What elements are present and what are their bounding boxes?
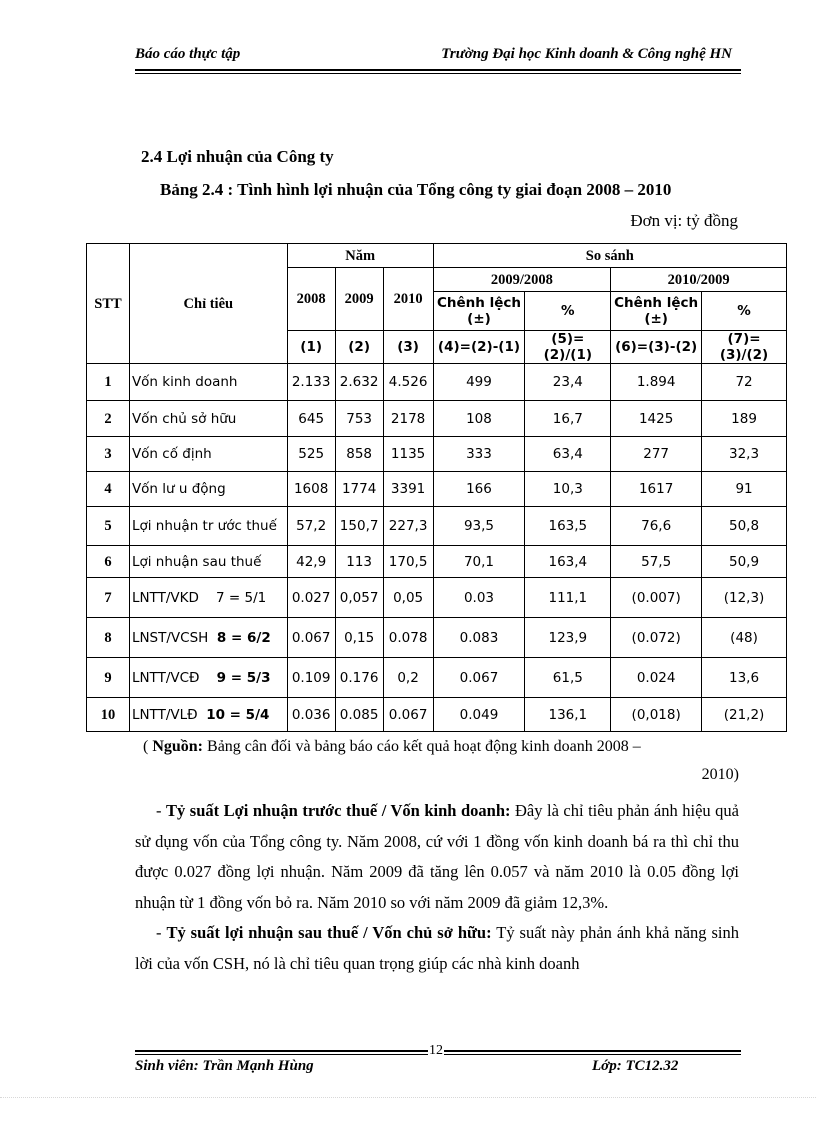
diff-2009-2008: 0.049 — [433, 698, 525, 732]
diff-2009-2008: 0.083 — [433, 618, 525, 658]
row-label — [129, 658, 287, 698]
paragraph-lead: - — [156, 801, 167, 820]
diff-2010-2009: 76,6 — [611, 507, 702, 546]
paragraph-bold: Tỷ suất Lợi nhuận trước thuế / Vốn kinh doanh: — [166, 801, 511, 820]
header-rule-thick — [135, 69, 741, 71]
source-note-end: 2010) — [701, 766, 739, 783]
row-label: Lợi nhuận sau thuế — [129, 546, 287, 578]
diff-2010-2009: 0.024 — [611, 658, 702, 698]
paragraph-text: Đây là chỉ tiêu phản ánh hiệu quả sử dụng vốn của Tổng công ty. Năm 2008, cứ với 1 đồng vốn kinh doanh bá ra thì chỉ thu được 0.027 đồng lợi nhuận. Năm 2009 đã tăng lên 0.057 và năm 2010 là 0.05 đồng lợi nhuận từ 1 đồng vốn bỏ ra. Năm 2010 so với năm 2009 đã giảm 12,3%. — [135, 801, 739, 912]
diff-2009-2008: 499 — [433, 364, 525, 401]
source-text: Bảng cân đối và bảng báo cáo kết quả hoạt động kinh doanh 2008 – — [207, 738, 641, 755]
row-label — [129, 578, 287, 618]
header-left: Báo cáo thực tập — [135, 46, 241, 62]
row-label-name: LNTT/VKD — [131, 589, 199, 606]
formula-1: (1) — [287, 331, 335, 364]
value-2010: 0.067 — [383, 698, 433, 732]
header-stt: STT — [87, 244, 130, 364]
row-label: Vốn kinh doanh — [129, 364, 287, 401]
header-chi-tieu: Chỉ tiêu — [129, 244, 287, 364]
value-2009: 0.176 — [335, 658, 383, 698]
diff-2009-2008: 333 — [433, 437, 525, 472]
diff-2010-2009: (0.007) — [611, 578, 702, 618]
header-year-2010: 2010 — [383, 268, 433, 331]
row-stt: 5 — [87, 507, 130, 546]
pct-2010-2009: (48) — [702, 618, 787, 658]
paragraph-text: Tỷ suất này phản ánh khả năng sinh lời của vốn CSH, nó là chỉ tiêu quan trọng giúp các nhà kinh doanh — [135, 923, 740, 973]
table-row — [87, 578, 787, 618]
value-2010: 2178 — [383, 401, 433, 437]
header-rule-thin — [135, 73, 741, 74]
pct-2010-2009: (21,2) — [702, 698, 787, 732]
header-period-1: 2009/2008 — [433, 268, 611, 292]
pct-2010-2009: (12,3) — [702, 578, 787, 618]
formula-6: (6)=(3)-(2) — [611, 331, 702, 364]
pct-2009-2008: 63,4 — [525, 437, 611, 472]
header-year-2008: 2008 — [287, 268, 335, 331]
row-label: Vốn cố định — [129, 437, 287, 472]
value-2009: 113 — [335, 546, 383, 578]
table-row — [87, 507, 787, 546]
diff-2010-2009: 1425 — [611, 401, 702, 437]
row-stt: 7 — [87, 578, 130, 618]
row-stt: 6 — [87, 546, 130, 578]
formula-4: (4)=(2)-(1) — [433, 331, 525, 364]
formula-5: (5)=(2)/(1) — [525, 331, 611, 364]
table-row — [87, 658, 787, 698]
page-number: 12 — [429, 1043, 443, 1058]
row-stt: 10 — [87, 698, 130, 732]
value-2010: 227,3 — [383, 507, 433, 546]
row-stt: 8 — [87, 618, 130, 658]
unit-label: Đơn vị: tỷ đồng — [630, 211, 738, 230]
diff-2010-2009: (0,018) — [611, 698, 702, 732]
row-label-formula: 10 = 5/4 — [206, 706, 270, 723]
value-2009: 150,7 — [335, 507, 383, 546]
header-period-2: 2010/2009 — [611, 268, 787, 292]
formula-2: (2) — [335, 331, 383, 364]
row-label-name: LNST/VCSH — [131, 629, 209, 646]
row-label: Vốn chủ sở hữu — [129, 401, 287, 437]
pct-2010-2009: 50,8 — [702, 507, 787, 546]
row-stt: 4 — [87, 472, 130, 507]
value-2009: 2.632 — [335, 364, 383, 401]
row-stt: 1 — [87, 364, 130, 401]
header-year-2009: 2009 — [335, 268, 383, 331]
header-right: Trường Đại học Kinh doanh & Công nghệ HN — [441, 46, 732, 62]
table-row — [87, 546, 787, 578]
value-2009: 858 — [335, 437, 383, 472]
paragraph-lead: - — [156, 923, 167, 942]
formula-3: (3) — [383, 331, 433, 364]
row-stt: 9 — [87, 658, 130, 698]
value-2010: 170,5 — [383, 546, 433, 578]
page-edge-dotted-line — [0, 1097, 816, 1098]
table-row — [87, 472, 787, 507]
row-label: Vốn lư u động — [129, 472, 287, 507]
row-label-name: LNTT/VLĐ — [131, 706, 198, 723]
value-2008: 0.109 — [287, 658, 335, 698]
value-2010: 0,2 — [383, 658, 433, 698]
row-label: Lợi nhuận tr ước thuế — [129, 507, 287, 546]
header-pct-2: % — [702, 292, 787, 331]
footer-right: Lớp: TC12.32 — [592, 1058, 679, 1074]
value-2008: 1608 — [287, 472, 335, 507]
value-2008: 42,9 — [287, 546, 335, 578]
pct-2009-2008: 163,4 — [525, 546, 611, 578]
pct-2009-2008: 163,5 — [525, 507, 611, 546]
value-2010: 0,05 — [383, 578, 433, 618]
row-stt: 2 — [87, 401, 130, 437]
value-2008: 525 — [287, 437, 335, 472]
diff-2010-2009: (0.072) — [611, 618, 702, 658]
pct-2009-2008: 111,1 — [525, 578, 611, 618]
value-2010: 0.078 — [383, 618, 433, 658]
table-row — [87, 698, 787, 732]
table-row — [87, 618, 787, 658]
row-stt: 3 — [87, 437, 130, 472]
header-nam: Năm — [287, 244, 433, 268]
diff-2010-2009: 1.894 — [611, 364, 702, 401]
value-2009: 0,057 — [335, 578, 383, 618]
pct-2009-2008: 23,4 — [525, 364, 611, 401]
pct-2009-2008: 123,9 — [525, 618, 611, 658]
value-2008: 2.133 — [287, 364, 335, 401]
value-2009: 753 — [335, 401, 383, 437]
diff-2009-2008: 0.067 — [433, 658, 525, 698]
header-so-sanh: So sánh — [433, 244, 786, 268]
value-2010: 1135 — [383, 437, 433, 472]
header-chenh-lech-1: Chênh lệch (±) — [433, 292, 525, 331]
diff-2009-2008: 93,5 — [433, 507, 525, 546]
paragraph — [135, 918, 739, 979]
value-2010: 4.526 — [383, 364, 433, 401]
value-2009: 0,15 — [335, 618, 383, 658]
pct-2009-2008: 16,7 — [525, 401, 611, 437]
value-2008: 57,2 — [287, 507, 335, 546]
pct-2010-2009: 91 — [702, 472, 787, 507]
profit-table — [86, 243, 787, 732]
diff-2009-2008: 70,1 — [433, 546, 525, 578]
value-2008: 0.027 — [287, 578, 335, 618]
pct-2009-2008: 61,5 — [525, 658, 611, 698]
source-note — [143, 738, 641, 756]
table-row — [87, 401, 787, 437]
value-2009: 0.085 — [335, 698, 383, 732]
paragraph-bold: Tỷ suất lợi nhuận sau thuế / Vốn chủ sở hữu: — [166, 923, 492, 942]
header-pct-1: % — [525, 292, 611, 331]
pct-2010-2009: 32,3 — [702, 437, 787, 472]
table-row — [87, 437, 787, 472]
row-label-formula: 8 = 6/2 — [216, 629, 271, 646]
table-row — [87, 364, 787, 401]
diff-2009-2008: 0.03 — [433, 578, 525, 618]
value-2008: 0.067 — [287, 618, 335, 658]
diff-2010-2009: 1617 — [611, 472, 702, 507]
diff-2010-2009: 277 — [611, 437, 702, 472]
pct-2009-2008: 136,1 — [525, 698, 611, 732]
pct-2010-2009: 13,6 — [702, 658, 787, 698]
pct-2010-2009: 50,9 — [702, 546, 787, 578]
pct-2009-2008: 10,3 — [525, 472, 611, 507]
diff-2010-2009: 57,5 — [611, 546, 702, 578]
row-label-formula: 7 = 5/1 — [216, 589, 267, 606]
formula-7: (7)=(3)/(2) — [702, 331, 787, 364]
value-2009: 1774 — [335, 472, 383, 507]
row-label — [129, 618, 287, 658]
row-label-formula: 9 = 5/3 — [216, 669, 271, 686]
value-2008: 645 — [287, 401, 335, 437]
pct-2010-2009: 189 — [702, 401, 787, 437]
source-label: Nguồn: — [152, 738, 204, 755]
table-title: Bảng 2.4 : Tình hình lợi nhuận của Tổng công ty giai đoạn 2008 – 2010 — [160, 180, 672, 199]
row-label — [129, 698, 287, 732]
footer-left: Sinh viên: Trần Mạnh Hùng — [135, 1058, 314, 1074]
paragraph — [135, 796, 739, 918]
pct-2010-2009: 72 — [702, 364, 787, 401]
row-label-name: LNTT/VCĐ — [131, 669, 200, 686]
diff-2009-2008: 108 — [433, 401, 525, 437]
value-2008: 0.036 — [287, 698, 335, 732]
section-title: 2.4 Lợi nhuận của Công ty — [141, 147, 334, 166]
source-open-paren: ( — [143, 738, 149, 755]
body-text — [135, 796, 739, 979]
diff-2009-2008: 166 — [433, 472, 525, 507]
header-chenh-lech-2: Chênh lệch (±) — [611, 292, 702, 331]
value-2010: 3391 — [383, 472, 433, 507]
